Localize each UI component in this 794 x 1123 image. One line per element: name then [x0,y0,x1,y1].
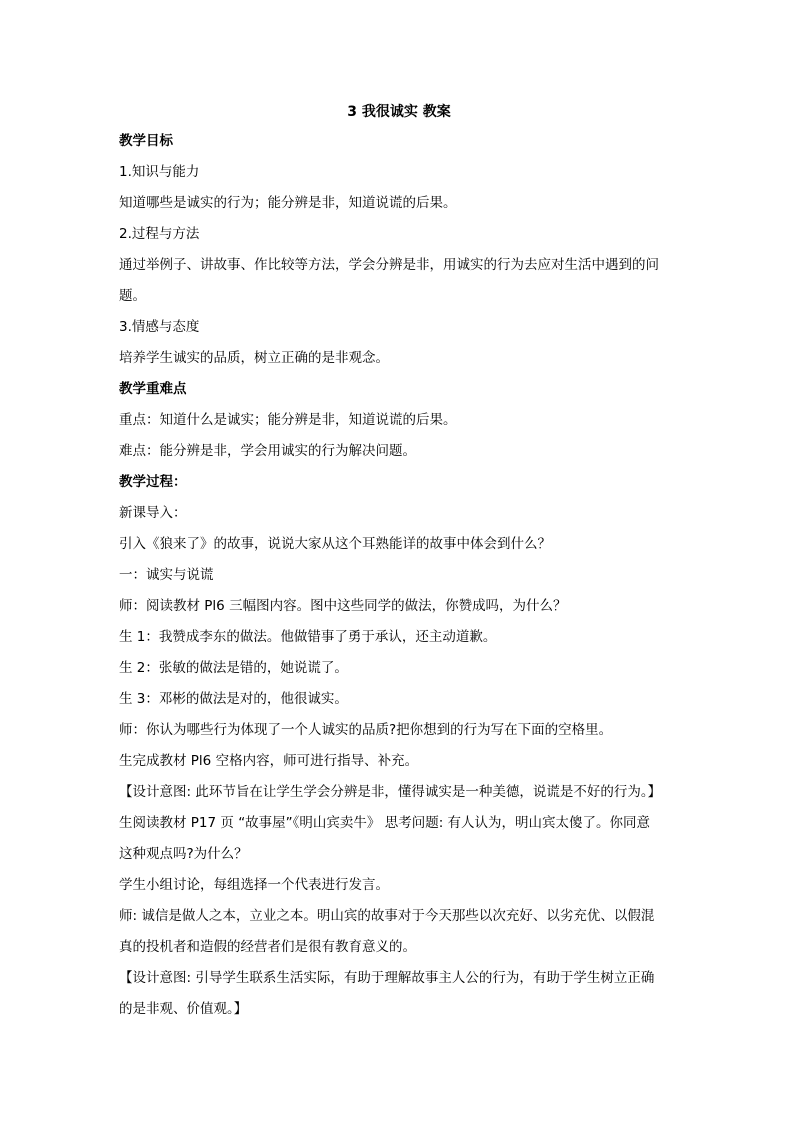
body-text-line: 难点：能分辨是非，学会用诚实的行为解决问题。 [119,443,416,459]
body-text-line: 生 3：邓彬的做法是对的，他很诚实。 [119,691,348,707]
body-text-line: 生 1：我赞成李东的做法。他做错事了勇于承认，还主动道歉。 [119,629,497,645]
body-text-line: 重点：知道什么是诚实；能分辨是非，知道说谎的后果。 [119,412,457,428]
body-text-line: 新课导入： [119,505,187,521]
document-page [119,98,679,1025]
body-text-line: 生完成教材 Pl6 空格内容，师可进行指导、补充。 [119,753,419,769]
body-text-line: 引入《狼来了》的故事，说说大家从这个耳熟能详的故事中体会到什么？ [119,536,551,552]
body-text-line: 生 2：张敏的做法是错的，她说谎了。 [119,660,348,676]
document-body [119,126,679,1025]
body-text-line: 真的投机者和造假的经营者们是很有教育意义的。 [119,939,416,955]
body-text-line: 的是非观、价值观。】 [119,1001,248,1017]
section-heading: 教学重难点 [119,381,187,397]
body-text-line: 培养学生诚实的品质，树立正确的是非观念。 [119,350,389,366]
body-text-line: 2.过程与方法 [119,226,200,242]
body-text-line: 知道哪些是诚实的行为；能分辨是非，知道说谎的后果。 [119,195,457,211]
body-text-line: 【设计意图: 此环节旨在让学生学会分辨是非，懂得诚实是一种美德，说谎是不好的行为。】 [119,784,662,800]
body-text-line: 学生小组讨论，每组选择一个代表进行发言。 [119,877,389,893]
body-text-line: 师：你认为哪些行为体现了一个人诚实的品质?把你想到的行为写在下面的空格里。 [119,722,613,738]
body-text-line: 师: 诚信是做人之本，立业之本。明山宾的故事对于今天那些以次充好、以劣充优、以假混 [119,908,655,924]
body-text-line: 【设计意图: 引导学生联系生活实际，有助于理解故事主人公的行为，有助于学生树立正确 [119,970,655,986]
body-text-line: 这种观点吗?为什么？ [119,846,248,862]
section-heading: 教学目标 [119,133,173,149]
body-text-line: 1.知识与能力 [119,164,200,180]
document-title: 3 我很诚实 教案 [347,104,451,120]
body-text-line: 3.情感与态度 [119,319,200,335]
body-text-line: 一：诚实与说谎 [119,567,214,583]
body-text-line: 生阅读教材 P17 页 “故事屋”《明山宾卖牛》 思考问题: 有人认为，明山宾太傻了。你同意 [119,815,651,831]
body-text-line: 通过举例子、讲故事、作比较等方法，学会分辨是非，用诚实的行为去应对生活中遇到的问 [119,257,659,273]
body-text-line: 题。 [119,288,146,304]
body-text-line: 师：阅读教材 Pl6 三幅图内容。图中这些同学的做法，你赞成吗，为什么？ [119,598,567,614]
section-heading: 教学过程： [119,474,187,490]
